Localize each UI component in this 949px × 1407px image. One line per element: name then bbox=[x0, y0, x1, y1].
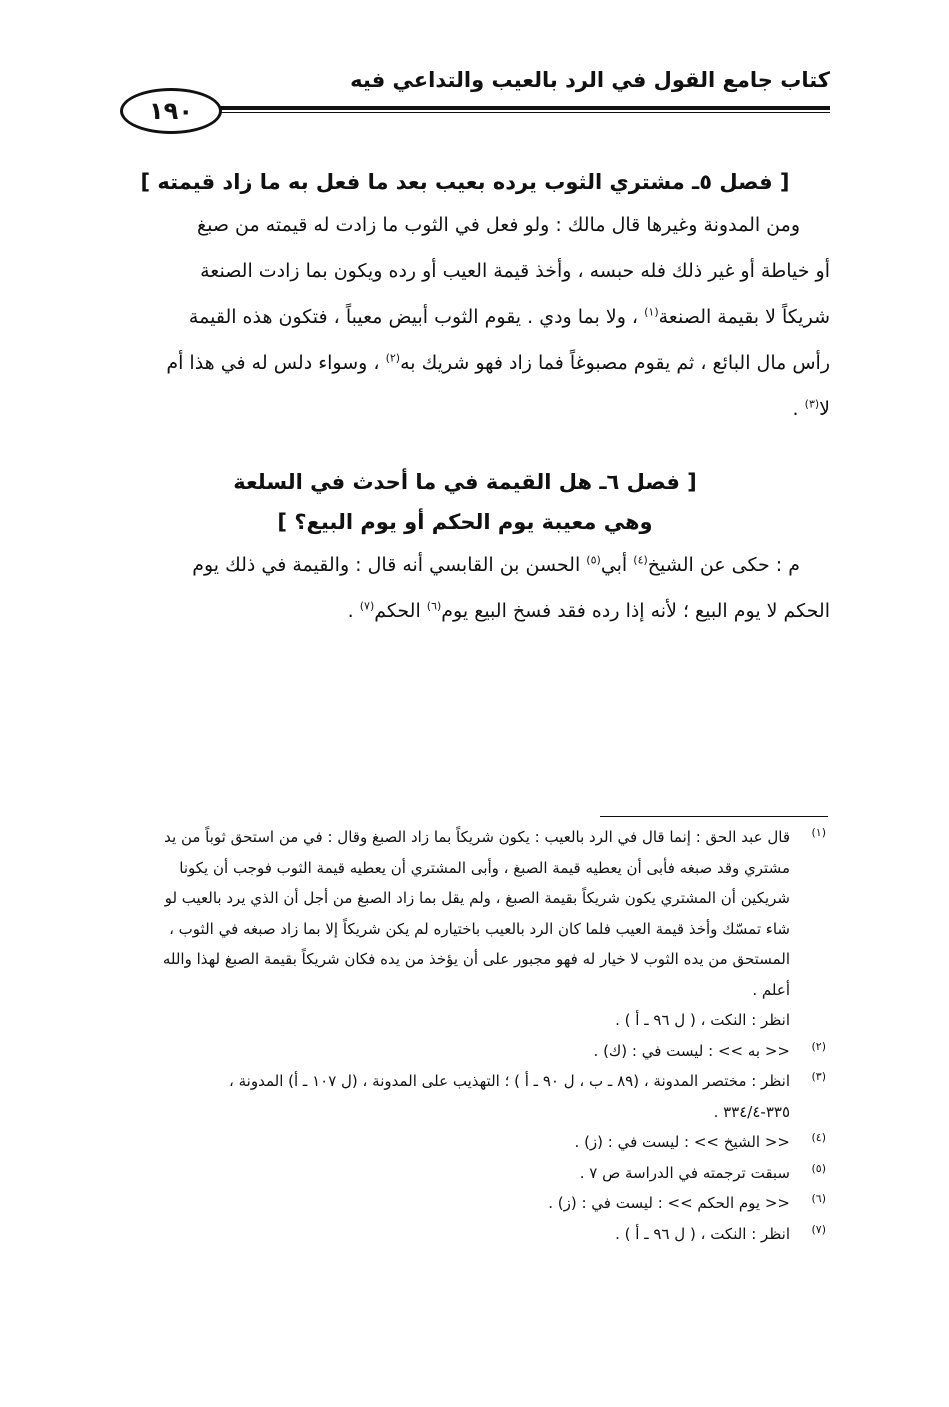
footnote-1 bbox=[100, 822, 830, 1036]
section-6-title-line-1: [ فصل ٦ـ هل القيمة في ما أحدث في السلعة bbox=[233, 470, 697, 494]
text-run: الحسن بن القابسي أنه قال : والقيمة في ذلك يوم bbox=[192, 554, 581, 576]
footnote-6 bbox=[100, 1188, 830, 1219]
section-5-line-1: ومن المدونة وغيرها قال مالك : ولو فعل في الثوب ما زادت له قيمته من صبغ bbox=[197, 214, 800, 236]
page-number: ١٩٠ bbox=[120, 88, 222, 134]
section-6-line-2 bbox=[100, 588, 830, 634]
section-5-title: [ فصل ٥ـ مشتري الثوب يرده بعيب بعد ما فعل به ما زاد قيمته ] bbox=[140, 170, 790, 194]
footnote-line: << يوم الحكم >> : ليست في : (ز) . bbox=[548, 1194, 790, 1212]
header-rule-thick bbox=[195, 106, 830, 110]
text-run: ، وسواء دلس له في هذا أم bbox=[166, 352, 380, 374]
footnote-line: انظر : النكت ، ( ل ٩٦ ـ أ ) . bbox=[615, 1224, 790, 1243]
section-5 bbox=[100, 162, 830, 432]
text-run: شريكاً لا بقيمة الصنعة bbox=[658, 306, 830, 328]
footnote-line: المستحق من يده الثوب لا خيار له فهو مجبور على أن يؤخذ من يده فكان شريكاً بقيمة الصبغ لهذا والله bbox=[162, 950, 790, 968]
footnote-ref-1: (١) bbox=[644, 305, 659, 319]
section-6 bbox=[100, 462, 830, 634]
footnote-line: شاء تمسّك وأخذ قيمة العيب فلما كان الرد بالعيب باختياره لم يكن شريكاً إلا بما زاد صبغه في الثوب ، bbox=[169, 919, 790, 938]
footnote-line: انظر : النكت ، ( ل ٩٦ ـ أ ) . bbox=[615, 1011, 790, 1029]
footnote-line: << به >> : ليست في : (ك) . bbox=[593, 1041, 790, 1060]
section-5-body bbox=[100, 202, 830, 432]
footnote-number: (٦) bbox=[811, 1192, 826, 1205]
footnote-line: مشتري وقد صبغه فأبى أن يعطيه قيمة الصبغ ، وأبى المشتري أن يعطيه قيمة الثوب فوجب أن يكونا bbox=[179, 858, 790, 877]
footnote-line: انظر : مختصر المدونة ، (٨٩ ـ ب ، ل ٩٠ ـ أ ) ؛ التهذيب على المدونة ، (ل ١٠٧ ـ أ) المدونة ، bbox=[229, 1072, 790, 1090]
footnote-line: << الشيخ >> : ليست في : (ز) . bbox=[574, 1133, 790, 1151]
footnote-number: (٧) bbox=[811, 1222, 826, 1236]
footnote-ref-3: (٣) bbox=[804, 397, 820, 411]
footnote-3 bbox=[100, 1066, 830, 1127]
running-header bbox=[100, 68, 830, 140]
footnote-number: (١) bbox=[811, 826, 826, 839]
footnote-ref-6: (٦) bbox=[426, 599, 442, 613]
text-run: . bbox=[347, 600, 354, 622]
section-6-title-line-2: وهي معيبة يوم الحكم أو يوم البيع؟ ] bbox=[277, 510, 653, 534]
footnote-number: (٢) bbox=[811, 1039, 826, 1053]
footnote-line: أعلم . bbox=[752, 980, 790, 999]
section-6-line-1 bbox=[100, 542, 830, 588]
footnote-number: (٤) bbox=[811, 1131, 826, 1144]
text-run: م : حكى عن الشيخ bbox=[647, 554, 800, 576]
footnote-4 bbox=[100, 1127, 830, 1158]
text-run: . bbox=[792, 398, 799, 420]
section-5-line-4 bbox=[100, 340, 830, 386]
footnote-5 bbox=[100, 1158, 830, 1189]
footnote-line: شريكين أن المشتري يكون شريكاً بقيمة الصبغ ، ولم يقل بما زاد الصبغ من أجل أن الذي يرد بالعيب لو bbox=[164, 889, 790, 907]
header-rule-thin bbox=[195, 112, 830, 113]
footnote-ref-5: (٥) bbox=[586, 553, 601, 567]
section-5-line-2: أو خياطة أو غير ذلك فله حبسه ، وأخذ قيمة العيب أو رده ويكون بما زادت الصنعة bbox=[200, 260, 830, 282]
text-run: ، ولا بما ودي . يقوم الثوب أبيض معيباً ، فتكون هذه القيمة bbox=[188, 306, 639, 328]
footnote-number: (٥) bbox=[811, 1161, 826, 1175]
footnote-separator bbox=[600, 816, 828, 817]
footnote-number: (٣) bbox=[811, 1070, 826, 1083]
text-run: أبي bbox=[600, 554, 628, 576]
text-run: لا bbox=[819, 398, 830, 420]
footnote-ref-2: (٢) bbox=[385, 351, 401, 365]
footnotes bbox=[100, 822, 830, 1249]
section-5-line-3 bbox=[100, 294, 830, 340]
footnote-ref-7: (٧) bbox=[359, 599, 375, 613]
text-run: رأس مال البائع ، ثم يقوم مصبوغاً فما زاد فهو شريك به bbox=[400, 352, 830, 374]
footnote-2 bbox=[100, 1036, 830, 1067]
section-5-line-5 bbox=[100, 386, 830, 432]
footnote-line: سبقت ترجمته في الدراسة ص ٧ . bbox=[579, 1163, 790, 1182]
book-title: كتاب جامع القول في الرد بالعيب والتداعي فيه bbox=[350, 68, 830, 92]
footnote-ref-4: (٤) bbox=[633, 553, 648, 567]
text-run: الحكم bbox=[374, 600, 421, 622]
footnote-7 bbox=[100, 1219, 830, 1250]
text-run: الحكم لا يوم البيع ؛ لأنه إذا رده فقد فسخ البيع يوم bbox=[441, 600, 830, 622]
footnote-line: ٣٣٥-٣٣٤/٤ . bbox=[713, 1102, 790, 1121]
section-6-body bbox=[100, 542, 830, 634]
footnote-line: قال عبد الحق : إنما قال في الرد بالعيب : يكون شريكاً بما زاد الصبغ وقال : في من استحق ثوباً من يد bbox=[164, 828, 790, 846]
